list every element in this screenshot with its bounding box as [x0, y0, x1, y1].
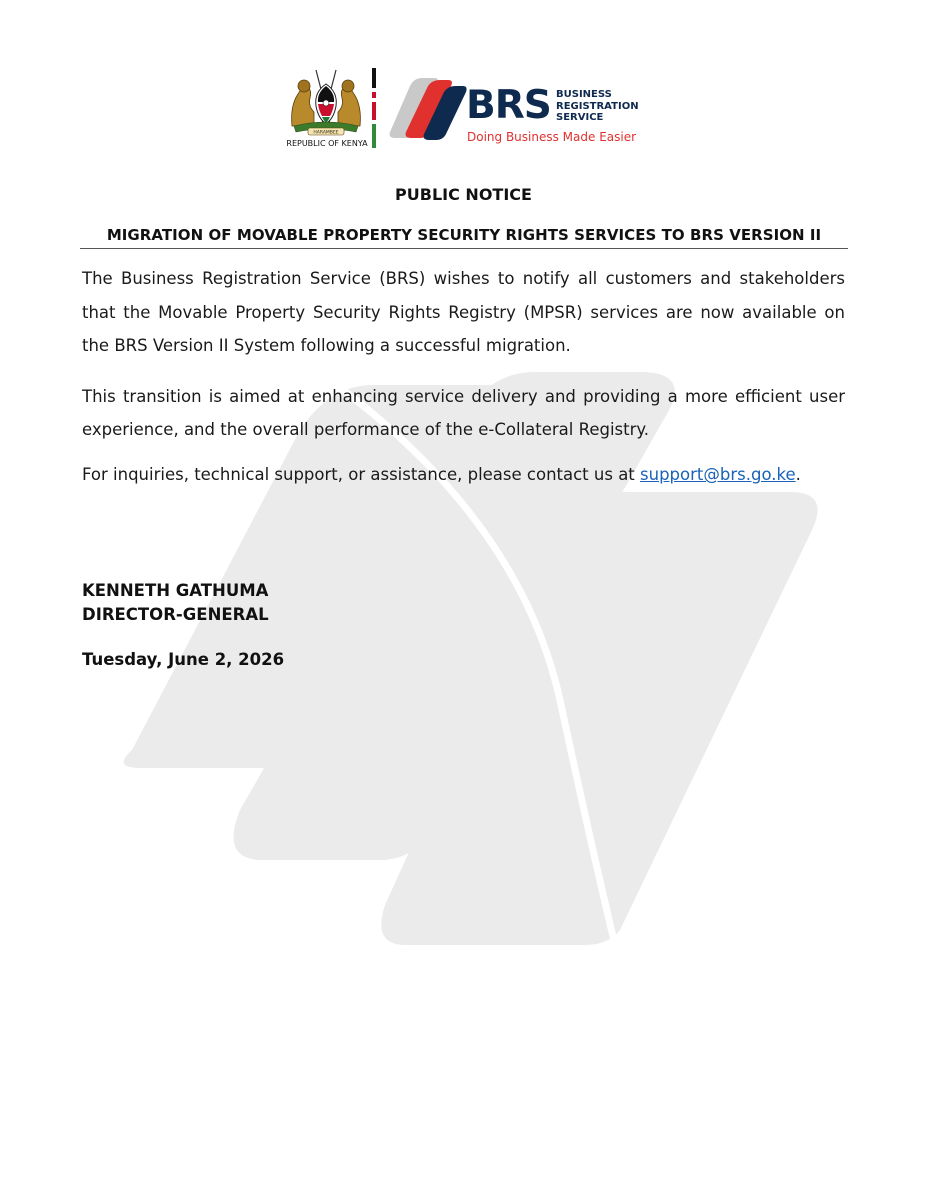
body-paragraph-2: This transition is aimed at enhancing service delivery and providing a more efficient user experience, and the overall performance of the e-Collateral Registry. [82, 387, 845, 439]
signatory-title: DIRECTOR-GENERAL [82, 605, 269, 624]
support-email-link[interactable]: support@brs.go.ke [640, 465, 796, 484]
brs-full-name [556, 89, 639, 124]
brs-wordmark: BRS [466, 83, 551, 128]
body-paragraph-3 [82, 458, 845, 492]
brs-tagline: Doing Business Made Easier [467, 130, 637, 144]
subject-underline [80, 248, 848, 249]
brs-logo-mark-icon [388, 74, 468, 142]
flag-divider [372, 68, 376, 148]
notice-title: PUBLIC NOTICE [395, 185, 532, 204]
contact-text-end: . [795, 465, 801, 484]
notice-date: Tuesday, June 2, 2026 [82, 650, 285, 669]
brs-full-name-line: SERVICE [556, 112, 604, 123]
coat-motto: HARAMBEE [313, 130, 339, 136]
brs-full-name-line: REGISTRATION [556, 100, 639, 112]
republic-of-kenya-label: REPUBLIC OF KENYA [286, 139, 368, 148]
body-paragraph-1: The Business Registration Service (BRS) wishes to notify all customers and stakeholders that the Movable Property Security Rights Registry (MPSR) services are now available on the BRS Version II System following a successful migration. [82, 269, 845, 355]
signatory-name: KENNETH GATHUMA [82, 581, 269, 600]
brs-full-name-line: BUSINESS [556, 89, 612, 100]
kenya-coat-of-arms-icon [286, 66, 366, 138]
contact-text: For inquiries, technical support, or assistance, please contact us at [82, 465, 641, 484]
notice-subject: MIGRATION OF MOVABLE PROPERTY SECURITY RIGHTS SERVICES TO BRS VERSION II [106, 226, 822, 244]
